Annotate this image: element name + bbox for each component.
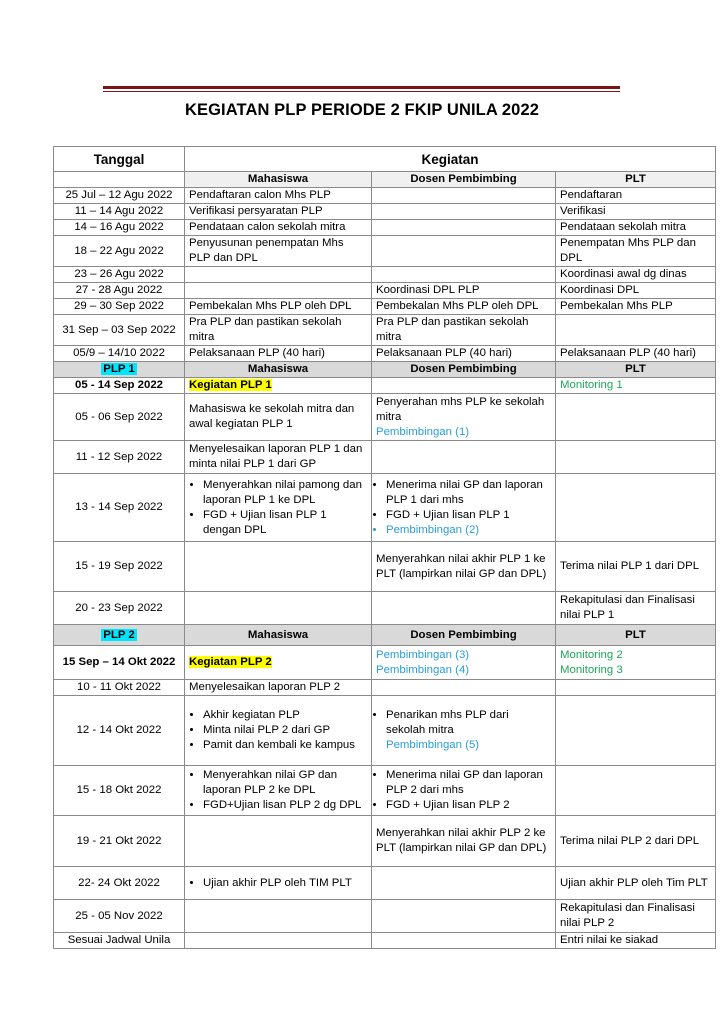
plp1-subheader-dosen: Dosen Pembimbing	[372, 362, 556, 378]
table-row	[54, 441, 716, 474]
table-row	[54, 696, 716, 766]
plp2-kegiatan-highlight: Kegiatan PLP 2	[189, 656, 272, 668]
mhs-cell: Mahasiswa ke sekolah mitra dan awal kegiatan PLP 1	[185, 394, 372, 441]
dosen-cell: Pembekalan Mhs PLP oleh DPL	[372, 299, 556, 315]
plt-cell	[556, 315, 716, 346]
plt-cell: Rekapitulasi dan Finalisasi nilai PLP 1	[556, 592, 716, 625]
table-row	[54, 867, 716, 900]
dosen-cell: Pelaksanaan PLP (40 hari)	[372, 346, 556, 362]
plt-cell	[556, 696, 716, 766]
header-kegiatan: Kegiatan	[185, 147, 716, 172]
plt-cell: Pembekalan Mhs PLP	[556, 299, 716, 315]
mhs-cell: Verifikasi persyaratan PLP	[185, 204, 372, 220]
date-cell: 20 - 23 Sep 2022	[54, 592, 185, 625]
plp2-subheader-plt: PLT	[556, 625, 716, 646]
plt-cell	[556, 766, 716, 816]
table-row	[54, 592, 716, 625]
dosen-cell	[372, 592, 556, 625]
pembimbingan-1-text: Pembimbingan (1)	[376, 425, 470, 438]
plp2-subheader-mahasiswa: Mahasiswa	[185, 625, 372, 646]
list-item: • Menerima nilai GP dan laporan PLP 1 dari mhs	[386, 478, 551, 508]
mhs-cell	[185, 900, 372, 933]
plt-cell: Rekapitulasi dan Finalisasi nilai PLP 2	[556, 900, 716, 933]
plt-cell: Entri nilai ke siakad	[556, 933, 716, 949]
table-row	[54, 542, 716, 592]
plt-cell: Verifikasi	[556, 204, 716, 220]
list-item: • Menyerahkan nilai GP dan laporan PLP 2 ke DPL	[203, 768, 367, 798]
plp1-subheader-mahasiswa: Mahasiswa	[185, 362, 372, 378]
subheader-mahasiswa: Mahasiswa	[185, 172, 372, 188]
mhs-cell	[185, 867, 372, 900]
plt-cell: Terima nilai PLP 1 dari DPL	[556, 542, 716, 592]
list-item: • FGD + Ujian lisan PLP 2	[386, 798, 551, 813]
date-cell: 14 – 16 Agu 2022	[54, 220, 185, 236]
plt-cell	[556, 378, 716, 394]
plt-cell: Terima nilai PLP 2 dari DPL	[556, 816, 716, 867]
dosen-cell	[372, 236, 556, 267]
plt-cell	[556, 646, 716, 680]
dosen-cell: Menyerahkan nilai akhir PLP 1 ke PLT (lampirkan nilai GP dan DPL)	[372, 542, 556, 592]
table-row	[54, 378, 716, 394]
mhs-cell	[185, 933, 372, 949]
mhs-cell	[185, 816, 372, 867]
mhs-cell	[185, 646, 372, 680]
dosen-cell	[372, 766, 556, 816]
header-tanggal: Tanggal	[54, 147, 185, 172]
mhs-cell	[185, 696, 372, 766]
table-row	[54, 933, 716, 949]
list-item: • FGD + Ujian lisan PLP 1 dengan DPL	[203, 508, 367, 538]
dosen-cell	[372, 900, 556, 933]
plt-cell	[556, 474, 716, 542]
table-row	[54, 267, 716, 283]
plt-cell	[556, 680, 716, 696]
plt-cell: Koordinasi DPL	[556, 283, 716, 299]
plp2-label-cell	[54, 625, 185, 646]
date-cell: Sesuai Jadwal Unila	[54, 933, 185, 949]
table-row	[54, 766, 716, 816]
plt-cell: Ujian akhir PLP oleh Tim PLT	[556, 867, 716, 900]
mhs-cell	[185, 267, 372, 283]
plp1-header-row	[54, 362, 716, 378]
plp1-subheader-plt: PLT	[556, 362, 716, 378]
subheader-dosen: Dosen Pembimbing	[372, 172, 556, 188]
mhs-cell	[185, 283, 372, 299]
table-row	[54, 236, 716, 267]
table-row	[54, 816, 716, 867]
header-rule-thin	[103, 91, 620, 92]
mhs-cell	[185, 766, 372, 816]
date-cell: 29 – 30 Sep 2022	[54, 299, 185, 315]
date-cell: 05/9 – 14/10 2022	[54, 346, 185, 362]
date-cell: 31 Sep – 03 Sep 2022	[54, 315, 185, 346]
dosen-cell	[372, 474, 556, 542]
mhs-cell: Pendataan calon sekolah mitra	[185, 220, 372, 236]
table-row	[54, 646, 716, 680]
date-cell: 19 - 21 Okt 2022	[54, 816, 185, 867]
mhs-cell: Menyelesaikan laporan PLP 1 dan minta nilai PLP 1 dari GP	[185, 441, 372, 474]
list-item	[386, 708, 551, 753]
dosen-cell	[372, 267, 556, 283]
pembimbingan-2-text: • Pembimbingan (2)	[386, 523, 551, 538]
table-row	[54, 680, 716, 696]
table-row	[54, 283, 716, 299]
mhs-cell: Menyelesaikan laporan PLP 2	[185, 680, 372, 696]
dosen-cell	[372, 220, 556, 236]
table-row	[54, 204, 716, 220]
date-cell: 23 – 26 Agu 2022	[54, 267, 185, 283]
table-row	[54, 346, 716, 362]
dosen-cell	[372, 646, 556, 680]
table-row	[54, 220, 716, 236]
plp1-label-cell	[54, 362, 185, 378]
pembimbingan-4-text: Pembimbingan (4)	[376, 663, 470, 676]
dosen-cell: Koordinasi DPL PLP	[372, 283, 556, 299]
plp1-kegiatan-highlight: Kegiatan PLP 1	[189, 379, 272, 391]
list-item: • Akhir kegiatan PLP	[203, 708, 367, 723]
plt-cell: Pendaftaran	[556, 188, 716, 204]
date-cell: 15 Sep – 14 Okt 2022	[54, 646, 185, 680]
date-cell: 25 Jul – 12 Agu 2022	[54, 188, 185, 204]
list-item: • Menerima nilai GP dan laporan PLP 2 dari mhs	[386, 768, 551, 798]
plp1-label: PLP 1	[103, 363, 135, 375]
plp2-label: PLP 2	[103, 628, 135, 641]
mhs-cell	[185, 592, 372, 625]
dosen-text: Penyerahan mhs PLP ke sekolah mitra	[376, 395, 545, 423]
subheader-plt: PLT	[556, 172, 716, 188]
table-row	[54, 394, 716, 441]
mhs-cell: Pembekalan Mhs PLP oleh DPL	[185, 299, 372, 315]
list-item: • Ujian akhir PLP oleh TIM PLT	[203, 876, 367, 891]
table-row	[54, 299, 716, 315]
dosen-cell	[372, 204, 556, 220]
mhs-cell: Penyusunan penempatan Mhs PLP dan DPL	[185, 236, 372, 267]
plp2-header-row	[54, 625, 716, 646]
dosen-cell	[372, 680, 556, 696]
date-cell: 05 - 06 Sep 2022	[54, 394, 185, 441]
date-cell: 10 - 11 Okt 2022	[54, 680, 185, 696]
schedule-table	[53, 146, 716, 949]
mhs-cell	[185, 474, 372, 542]
plt-cell: Koordinasi awal dg dinas	[556, 267, 716, 283]
plp2-subheader-dosen: Dosen Pembimbing	[372, 625, 556, 646]
dosen-text: • Penarikan mhs PLP dari sekolah mitra	[386, 709, 509, 736]
list-item: • Minta nilai PLP 2 dari GP	[203, 723, 367, 738]
table-row	[54, 315, 716, 346]
plt-cell	[556, 394, 716, 441]
date-cell: 15 - 18 Okt 2022	[54, 766, 185, 816]
monitoring-2-text: Monitoring 2	[560, 648, 623, 661]
dosen-cell	[372, 441, 556, 474]
table-row	[54, 188, 716, 204]
plt-cell: Penempatan Mhs PLP dan DPL	[556, 236, 716, 267]
dosen-cell	[372, 394, 556, 441]
dosen-cell	[372, 188, 556, 204]
plt-cell	[556, 441, 716, 474]
date-cell: 05 - 14 Sep 2022	[54, 378, 185, 394]
dosen-cell	[372, 933, 556, 949]
mhs-cell: Pelaksanaan PLP (40 hari)	[185, 346, 372, 362]
mhs-cell	[185, 542, 372, 592]
plt-cell: Pendataan sekolah mitra	[556, 220, 716, 236]
pembimbingan-3-text: Pembimbingan (3)	[376, 648, 470, 661]
table-row	[54, 900, 716, 933]
monitoring-1-text: Monitoring 1	[560, 379, 623, 391]
list-item: • Pamit dan kembali ke kampus	[203, 738, 367, 753]
date-cell: 13 - 14 Sep 2022	[54, 474, 185, 542]
date-cell: 15 - 19 Sep 2022	[54, 542, 185, 592]
dosen-cell: Pra PLP dan pastikan sekolah mitra	[372, 315, 556, 346]
pembimbingan-5-text: Pembimbingan (5)	[386, 739, 480, 751]
date-cell: 12 - 14 Okt 2022	[54, 696, 185, 766]
subheader-blank	[54, 172, 185, 188]
table-header-row	[54, 147, 716, 172]
document-title: KEGIATAN PLP PERIODE 2 FKIP UNILA 2022	[184, 101, 540, 119]
list-item: • FGD+Ujian lisan PLP 2 dg DPL	[203, 798, 367, 813]
list-item: • FGD + Ujian lisan PLP 1	[386, 508, 551, 523]
dosen-cell	[372, 378, 556, 394]
mhs-cell: Pra PLP dan pastikan sekolah mitra	[185, 315, 372, 346]
mhs-cell	[185, 378, 372, 394]
table-subheader-row	[54, 172, 716, 188]
dosen-cell	[372, 696, 556, 766]
dosen-cell	[372, 867, 556, 900]
mhs-cell: Pendaftaran calon Mhs PLP	[185, 188, 372, 204]
header-rule-thick	[103, 86, 620, 89]
date-cell: 11 - 12 Sep 2022	[54, 441, 185, 474]
date-cell: 11 – 14 Agu 2022	[54, 204, 185, 220]
date-cell: 25 - 05 Nov 2022	[54, 900, 185, 933]
plt-cell: Pelaksanaan PLP (40 hari)	[556, 346, 716, 362]
dosen-cell: Menyerahkan nilai akhir PLP 2 ke PLT (lampirkan nilai GP dan DPL)	[372, 816, 556, 867]
date-cell: 18 – 22 Agu 2022	[54, 236, 185, 267]
table-row	[54, 474, 716, 542]
monitoring-3-text: Monitoring 3	[560, 663, 623, 676]
list-item: • Menyerahkan nilai pamong dan laporan PLP 1 ke DPL	[203, 478, 367, 508]
date-cell: 27 - 28 Agu 2022	[54, 283, 185, 299]
date-cell: 22- 24 Okt 2022	[54, 867, 185, 900]
